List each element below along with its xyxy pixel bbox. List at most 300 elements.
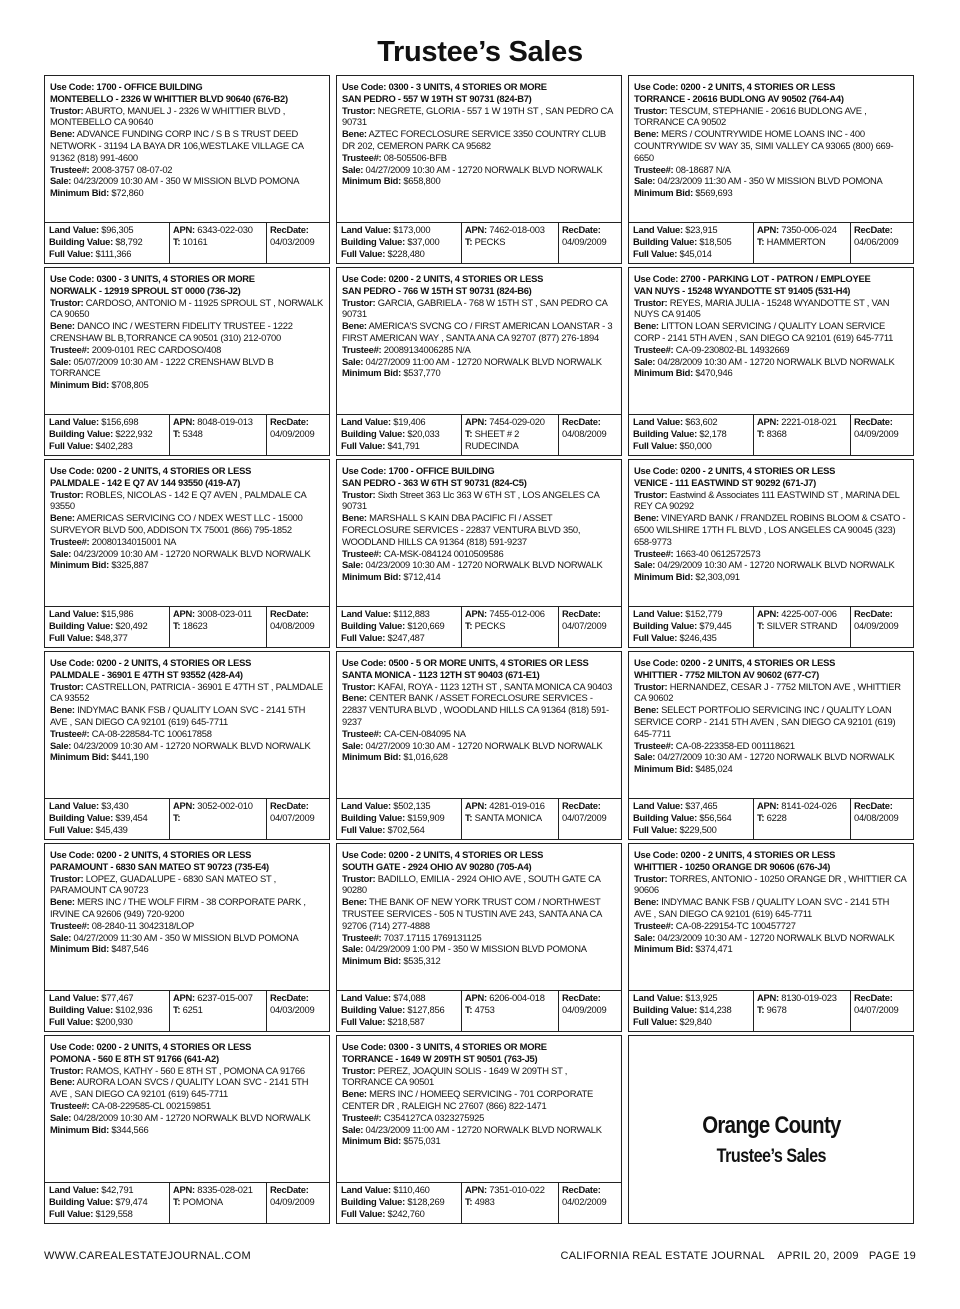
- trustor-label: Trustor:: [634, 488, 668, 500]
- building-value-line: [49, 1004, 165, 1016]
- trustor-value: TESCUM, STEPHANIE - 20616 BUDLONG AVE , TORRANCE CA 90502: [634, 104, 867, 128]
- listing-card: [336, 459, 622, 648]
- full-value: $29,840: [679, 1016, 712, 1027]
- full-value-line: [49, 632, 165, 644]
- full-value-line: [341, 1208, 457, 1220]
- trustee-label: Trustee#:: [50, 535, 90, 547]
- full-label: Full Value:: [49, 1208, 94, 1219]
- t-line: [173, 812, 263, 824]
- sale-value: 04/23/2009 11:00 AM - 12720 NORWALK BLVD NORWALK: [365, 1123, 602, 1135]
- t-value: POMONA: [182, 1196, 223, 1207]
- bene-value: CENTER BANK / ASSET FORECLOSURE SERVICES - 22837 VENTURA BLVD , WOODLAND HILLS CA 91364 (818) 591-9237: [342, 692, 609, 727]
- trustee-value: 08-18687 N/A: [675, 163, 731, 175]
- t-line: [757, 812, 847, 824]
- apn-line: [757, 800, 847, 812]
- trustor-line: [634, 489, 908, 513]
- sale-line: [342, 943, 616, 955]
- min-bid-label: Minimum Bid:: [50, 187, 109, 199]
- building-label: Building Value:: [633, 1004, 697, 1015]
- trustor-value: HERNANDEZ, CESAR J - 7752 MILTON AVE , WHITTIER CA 90602: [634, 680, 901, 704]
- recdate-label: RecDate:: [854, 224, 893, 235]
- sale-value: 04/23/2009 10:30 AM - 350 W MISSION BLVD POMONA: [73, 175, 300, 187]
- recdate-value: 04/03/2009: [270, 236, 315, 247]
- trustee-label: Trustee#:: [342, 343, 382, 355]
- trustee-line: [634, 920, 908, 932]
- recdate-value: 04/09/2009: [270, 1196, 315, 1207]
- t-label: T:: [757, 620, 765, 631]
- bene-value: INDYMAC BANK FSB / QUALITY LOAN SVC - 2141 5TH AVE , SAN DIEGO CA 92101 (619) 645-7711: [50, 704, 306, 727]
- full-value: $247,487: [387, 632, 425, 643]
- recdate-cell: [267, 415, 329, 455]
- recdate-cell: [851, 415, 913, 455]
- apn-cell: [170, 415, 267, 455]
- sale-value: 05/07/2009 10:30 AM - 1222 CRENSHAW BLVD B TORRANCE: [50, 355, 274, 379]
- trustee-line: [50, 728, 324, 740]
- trustor-label: Trustor:: [342, 296, 376, 308]
- bene-label: Bene:: [634, 896, 659, 908]
- recdate-value: 04/09/2009: [270, 428, 315, 439]
- use-code: Use Code: 0200 - 2 UNITS, 4 STORIES OR LESS: [634, 81, 836, 92]
- land-label: Land Value:: [633, 992, 683, 1003]
- min-bid-line: [634, 763, 908, 775]
- full-label: Full Value:: [341, 1016, 386, 1027]
- bene-line: [50, 704, 324, 728]
- building-value-line: [341, 428, 457, 440]
- trustor-label: Trustor:: [342, 1064, 376, 1076]
- t-line: [465, 620, 555, 632]
- page-title: Trustee’s Sales: [377, 36, 583, 68]
- listing-card: [628, 75, 914, 264]
- apn-label: APN:: [465, 800, 487, 811]
- trustor-line: [50, 681, 324, 705]
- t-value: PECKS: [474, 620, 506, 631]
- trustee-label: Trustee#:: [50, 163, 90, 175]
- t-value: 4983: [474, 1196, 495, 1207]
- bene-label: Bene:: [50, 1076, 75, 1088]
- trustor-line: [342, 681, 616, 693]
- full-value-line: [341, 1016, 457, 1028]
- sale-value: 04/23/2009 10:30 AM - 12720 NORWALK BLVD NORWALK: [365, 559, 603, 571]
- trustee-line: [50, 1100, 324, 1112]
- building-label: Building Value:: [49, 812, 113, 823]
- apn-line: [465, 416, 555, 428]
- trustor-label: Trustor:: [50, 872, 84, 884]
- t-label: T:: [173, 236, 181, 247]
- trustee-line: [50, 536, 324, 548]
- land-value-line: [49, 416, 165, 428]
- trustee-line: [50, 920, 324, 932]
- recdate-label: RecDate:: [270, 224, 309, 235]
- listing-values: [45, 990, 329, 1031]
- building-value: $79,474: [115, 1196, 148, 1207]
- land-value: $502,135: [393, 800, 431, 811]
- t-label: T:: [465, 1196, 473, 1207]
- sale-value: 04/23/2009 10:30 AM - 12720 NORWALK BLVD NORWALK: [657, 931, 895, 943]
- min-bid-value: $1,016,628: [403, 751, 448, 763]
- sale-value: 04/28/2009 10:30 AM - 12720 NORWALK BLVD NORWALK: [657, 355, 895, 367]
- use-code: Use Code: 0200 - 2 UNITS, 4 STORIES OR LESS: [634, 849, 836, 860]
- trustor-label: Trustor:: [342, 872, 376, 884]
- land-label: Land Value:: [633, 224, 683, 235]
- building-value-line: [633, 620, 749, 632]
- trustee-line: [634, 164, 908, 176]
- min-bid-label: Minimum Bid:: [634, 763, 693, 775]
- trustor-label: Trustor:: [342, 488, 376, 500]
- apn-cell: [462, 415, 559, 455]
- building-value: $56,564: [699, 812, 732, 823]
- sale-label: Sale:: [50, 547, 72, 559]
- full-value-line: [633, 824, 749, 836]
- apn-line: [465, 1184, 555, 1196]
- property-address: SOUTH GATE - 2924 OHIO AV 90280 (705-A4): [342, 860, 532, 872]
- full-value: $111,366: [95, 248, 132, 259]
- min-bid-value: $537,770: [403, 367, 441, 379]
- bene-value: MARSHALL S KAIN DBA PACIFIC FI / ASSET FORECLOSURE SERVICES - 22837 VENTURA BLVD 350, WOODLAND HILLS CA 91364 (818) 591-9237: [342, 512, 581, 547]
- listing-body: [337, 652, 621, 798]
- trustor-value: BADILLO, EMILIA - 2924 OHIO AVE , SOUTH GATE CA 90280: [342, 872, 601, 896]
- sale-label: Sale:: [342, 559, 364, 571]
- trustee-value: 2009-0101 REC CARDOSO/408: [91, 343, 222, 355]
- apn-cell: [170, 223, 267, 263]
- listing-body: [337, 76, 621, 222]
- full-value: $702,564: [387, 824, 425, 835]
- recdate-value: 04/03/2009: [270, 1004, 315, 1015]
- trustee-value: CA-MSK-084124 0010509586: [383, 547, 504, 559]
- sale-value: 04/23/2009 11:30 AM - 350 W MISSION BLVD POMONA: [657, 175, 883, 187]
- full-value: $41,791: [387, 440, 420, 451]
- property-address: VENICE - 111 EASTWIND ST 90292 (671-J7): [634, 476, 816, 488]
- trustee-value: CA-08-229585-CL 002159851: [91, 1099, 211, 1111]
- t-label: T:: [465, 620, 473, 631]
- sale-label: Sale:: [50, 175, 72, 187]
- min-bid-value: $485,024: [695, 763, 733, 775]
- land-value-line: [341, 992, 457, 1004]
- apn-value: 2221-018-021: [781, 416, 837, 427]
- full-value-line: [341, 440, 457, 452]
- t-label: T:: [173, 428, 181, 439]
- sale-line: [634, 356, 908, 368]
- promo-title: Orange County: [701, 1111, 841, 1139]
- bene-line: [342, 896, 616, 931]
- apn-value: 8130-019-023: [781, 992, 837, 1003]
- bene-line: [342, 1088, 616, 1112]
- t-value: PECKS: [474, 236, 506, 247]
- t-value: SHEET # 2 RUDECINDA: [465, 428, 520, 451]
- trustee-line: [342, 548, 616, 560]
- use-code: Use Code: 0200 - 2 UNITS, 4 STORIES OR LESS: [342, 273, 544, 284]
- t-label: T:: [757, 428, 765, 439]
- recdate-value: 04/08/2009: [270, 620, 315, 631]
- promo-subtitle: Trustee’s Sales: [716, 1145, 826, 1167]
- listing-body: [337, 844, 621, 990]
- sale-label: Sale:: [634, 931, 656, 943]
- value-cell: [337, 799, 462, 839]
- building-label: Building Value:: [341, 812, 405, 823]
- apn-label: APN:: [173, 1184, 195, 1195]
- min-bid-line: [342, 367, 616, 379]
- apn-label: APN:: [757, 416, 779, 427]
- full-value: $45,014: [679, 248, 712, 259]
- footer-publication: CALIFORNIA REAL ESTATE JOURNAL APRIL 20, 2009 PAGE 19: [560, 1250, 916, 1262]
- trustee-value: CA-CEN-084095 NA: [383, 727, 466, 739]
- sale-label: Sale:: [634, 559, 656, 571]
- full-label: Full Value:: [633, 632, 678, 643]
- recdate-value: 04/09/2009: [562, 1004, 607, 1015]
- t-line: [173, 1004, 263, 1016]
- sale-line: [342, 559, 616, 571]
- bene-label: Bene:: [342, 320, 367, 332]
- min-bid-line: [634, 571, 908, 583]
- trustor-line: [50, 1065, 324, 1077]
- apn-line: [173, 800, 263, 812]
- min-bid-label: Minimum Bid:: [50, 943, 109, 955]
- trustor-line: [342, 1065, 616, 1089]
- sale-line: [50, 548, 324, 560]
- trustor-line: [634, 105, 908, 129]
- apn-value: 3008-023-011: [197, 608, 252, 619]
- trustee-label: Trustee#:: [342, 727, 382, 739]
- sale-label: Sale:: [50, 931, 72, 943]
- bene-label: Bene:: [634, 320, 659, 332]
- land-label: Land Value:: [49, 224, 99, 235]
- trustee-line: [342, 728, 616, 740]
- min-bid-line: [342, 1135, 616, 1147]
- listing-body: [45, 460, 329, 606]
- bene-label: Bene:: [634, 128, 659, 140]
- trustor-line: [634, 681, 908, 705]
- sale-value: 04/27/2009 11:00 AM - 12720 NORWALK BLVD NORWALK: [365, 355, 602, 367]
- sale-value: 04/27/2009 10:30 AM - 12720 NORWALK BLVD NORWALK: [365, 163, 603, 175]
- land-value-line: [341, 800, 457, 812]
- trustee-value: CA-09-230802-BL 14932669: [675, 343, 790, 355]
- bene-line: [50, 128, 324, 163]
- trustee-label: Trustee#:: [634, 547, 674, 559]
- full-value: $218,587: [387, 1016, 425, 1027]
- land-value-line: [341, 608, 457, 620]
- trustee-line: [634, 344, 908, 356]
- use-code: Use Code: 0200 - 2 UNITS, 4 STORIES OR LESS: [50, 849, 252, 860]
- recdate-cell: [267, 799, 329, 839]
- recdate-label: RecDate:: [270, 608, 309, 619]
- recdate-label: RecDate:: [270, 416, 309, 427]
- land-value: $13,925: [685, 992, 718, 1003]
- t-value: 10161: [182, 236, 208, 247]
- building-value-line: [49, 620, 165, 632]
- property-address: WHITTIER - 7752 MILTON AV 90602 (677-C7): [634, 668, 820, 680]
- trustor-value: TORRES, ANTONIO - 10250 ORANGE DR , WHITTIER CA 90606: [634, 872, 906, 896]
- full-value-line: [633, 248, 749, 260]
- recdate-value: 04/09/2009: [562, 236, 607, 247]
- bene-label: Bene:: [342, 512, 367, 524]
- bene-label: Bene:: [342, 692, 367, 704]
- listing-card: [336, 843, 622, 1032]
- sale-label: Sale:: [50, 1111, 72, 1123]
- min-bid-label: Minimum Bid:: [50, 559, 109, 571]
- property-address: SAN PEDRO - 363 W 6TH ST 90731 (824-C5): [342, 476, 527, 488]
- bene-line: [634, 128, 908, 163]
- building-value-line: [49, 812, 165, 824]
- building-value: $8,792: [115, 236, 143, 247]
- value-cell: [45, 223, 170, 263]
- listing-card: [44, 1035, 330, 1224]
- t-label: T:: [757, 812, 765, 823]
- listing-card: [44, 651, 330, 840]
- trustor-line: [342, 873, 616, 897]
- building-value: $20,033: [407, 428, 440, 439]
- apn-cell: [170, 799, 267, 839]
- land-value: $19,406: [393, 416, 426, 427]
- full-value: $129,558: [95, 1208, 133, 1219]
- listing-card: [44, 843, 330, 1032]
- full-value-line: [633, 632, 749, 644]
- use-code: Use Code: 2700 - PARKING LOT - PATRON / EMPLOYEE: [634, 273, 871, 284]
- t-line: [757, 428, 847, 440]
- listing-body: [337, 1036, 621, 1182]
- recdate-label: RecDate:: [270, 800, 309, 811]
- building-value-line: [633, 1004, 749, 1016]
- apn-line: [465, 992, 555, 1004]
- sale-line: [50, 356, 324, 380]
- listing-body: [629, 652, 913, 798]
- t-value: 9678: [766, 1004, 787, 1015]
- min-bid-value: $374,471: [695, 943, 733, 955]
- trustee-value: 20080134015001 NA: [91, 535, 177, 547]
- apn-value: 4225-007-006: [781, 608, 837, 619]
- bene-label: Bene:: [342, 128, 367, 140]
- full-label: Full Value:: [633, 824, 678, 835]
- t-label: T:: [465, 428, 473, 439]
- trustor-line: [50, 873, 324, 897]
- sale-value: 04/23/2009 10:30 AM - 12720 NORWALK BLVD NORWALK: [73, 547, 311, 559]
- property-address: MONTEBELLO - 2326 W WHITTIER BLVD 90640 (676-B2): [50, 92, 288, 104]
- recdate-cell: [559, 799, 621, 839]
- land-label: Land Value:: [49, 1184, 99, 1195]
- use-code: Use Code: 1700 - OFFICE BUILDING: [342, 465, 495, 476]
- apn-label: APN:: [465, 416, 487, 427]
- recdate-value: 04/09/2009: [854, 428, 899, 439]
- full-value: $242,760: [387, 1208, 425, 1219]
- full-label: Full Value:: [341, 1208, 386, 1219]
- min-bid-line: [342, 175, 616, 187]
- trustor-line: [50, 489, 324, 513]
- t-line: [465, 1196, 555, 1208]
- min-bid-line: [634, 187, 908, 199]
- land-label: Land Value:: [49, 608, 99, 619]
- min-bid-value: $708,805: [111, 379, 149, 391]
- apn-cell: [462, 1183, 559, 1223]
- t-value: 4753: [474, 1004, 495, 1015]
- trustee-line: [342, 152, 616, 164]
- listing-values: [629, 606, 913, 647]
- listing-card: [44, 267, 330, 456]
- min-bid-line: [50, 1124, 324, 1136]
- bene-label: Bene:: [50, 896, 75, 908]
- use-code: Use Code: 0200 - 2 UNITS, 4 STORIES OR LESS: [634, 657, 836, 668]
- land-value-line: [633, 416, 749, 428]
- land-value-line: [49, 224, 165, 236]
- apn-value: 7462-018-003: [489, 224, 545, 235]
- sale-line: [342, 740, 616, 752]
- bene-value: AMERICA'S SVCNG CO / FIRST AMERICAN LOANSTAR - 3 FIRST AMERICAN WAY , SANTA ANA CA 92707 (877) 276-1894: [342, 320, 613, 343]
- trustor-value: Sixth Street 363 Llc 363 W 6TH ST , LOS ANGELES CA 90731: [342, 488, 600, 512]
- bene-label: Bene:: [342, 896, 367, 908]
- land-label: Land Value:: [341, 1184, 391, 1195]
- sale-line: [634, 932, 908, 944]
- apn-value: 6343-022-030: [197, 224, 253, 235]
- trustor-label: Trustor:: [50, 680, 84, 692]
- property-address: POMONA - 560 E 8TH ST 91766 (641-A2): [50, 1052, 219, 1064]
- building-value: $102,936: [115, 1004, 153, 1015]
- land-label: Land Value:: [341, 416, 391, 427]
- apn-label: APN:: [465, 608, 487, 619]
- full-value: $229,500: [679, 824, 717, 835]
- building-value: $14,238: [699, 1004, 732, 1015]
- apn-cell: [462, 799, 559, 839]
- recdate-label: RecDate:: [562, 1184, 601, 1195]
- building-value: $37,000: [407, 236, 440, 247]
- sale-line: [342, 164, 616, 176]
- recdate-value: 04/07/2009: [562, 812, 607, 823]
- land-value: $96,305: [101, 224, 134, 235]
- apn-value: 6206-004-018: [489, 992, 545, 1003]
- sale-value: 04/28/2009 10:30 AM - 12720 NORWALK BLVD NORWALK: [73, 1111, 311, 1123]
- footer-url[interactable]: WWW.CAREALESTATEJOURNAL.COM: [44, 1250, 251, 1262]
- min-bid-line: [342, 751, 616, 763]
- t-line: [173, 428, 263, 440]
- land-value: $173,000: [393, 224, 431, 235]
- full-label: Full Value:: [49, 632, 94, 643]
- value-cell: [629, 991, 754, 1031]
- apn-line: [173, 1184, 263, 1196]
- trustor-label: Trustor:: [50, 296, 84, 308]
- listing-card: [336, 75, 622, 264]
- recdate-cell: [559, 607, 621, 647]
- recdate-cell: [267, 223, 329, 263]
- trustor-value: GARCIA, GABRIELA - 768 W 15TH ST , SAN PEDRO CA 90731: [342, 296, 608, 320]
- trustor-line: [50, 297, 324, 321]
- apn-label: APN:: [465, 992, 487, 1003]
- listing-values: [337, 990, 621, 1031]
- apn-label: APN:: [173, 416, 195, 427]
- apn-line: [173, 992, 263, 1004]
- listing-card: [628, 651, 914, 840]
- land-value-line: [633, 224, 749, 236]
- t-label: T:: [173, 1004, 181, 1015]
- min-bid-line: [50, 751, 324, 763]
- land-value: $152,779: [685, 608, 723, 619]
- bene-value: DANCO INC / WESTERN FIDELITY TRUSTEE - 1222 CRENSHAW BL B,TORRANCE CA 90501 (310) 212-0700: [50, 320, 293, 343]
- recdate-cell: [267, 1183, 329, 1223]
- value-cell: [629, 223, 754, 263]
- recdate-cell: [851, 223, 913, 263]
- t-label: T:: [757, 236, 765, 247]
- t-label: T:: [173, 1196, 181, 1207]
- trustee-label: Trustee#:: [342, 931, 382, 943]
- listing-body: [629, 76, 913, 222]
- trustor-value: REYES, MARIA JULIA - 15248 WYANDOTTE ST , VAN NUYS CA 91405: [634, 296, 890, 320]
- land-value-line: [341, 224, 457, 236]
- full-label: Full Value:: [341, 632, 386, 643]
- t-label: T:: [173, 812, 181, 823]
- listing-values: [45, 798, 329, 839]
- listing-card: [44, 75, 330, 264]
- use-code: Use Code: 0200 - 2 UNITS, 4 STORIES OR LESS: [50, 465, 252, 476]
- recdate-label: RecDate:: [854, 800, 893, 811]
- sale-label: Sale:: [50, 739, 72, 751]
- bene-line: [50, 896, 324, 920]
- trustor-label: Trustor:: [342, 680, 376, 692]
- recdate-cell: [559, 1183, 621, 1223]
